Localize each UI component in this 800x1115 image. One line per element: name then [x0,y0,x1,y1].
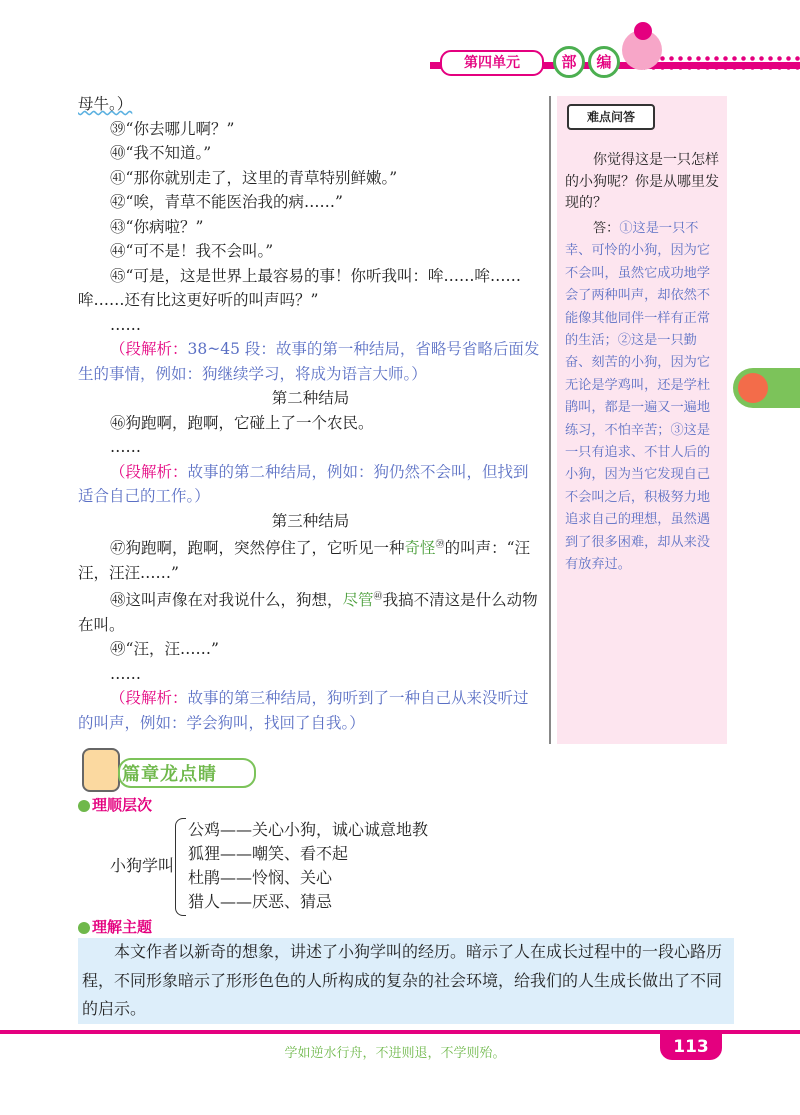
analysis-2: （段解析：故事的第二种结局，例如：狗仍然不会叫，但找到适合自己的工作。） [78,462,529,505]
analysis-1: （段解析：38~45 段：故事的第一种结局，省略号省略后面发生的事情，例如：狗继续学习，将成为语言大师。） [78,340,540,383]
main-text [78,92,543,735]
theme-summary: 本文作者以新奇的想象，讲述了小狗学叫的经历。暗示了人在成长过程中的一段心路历程，不同形象暗示了形形色色的人所构成的复杂的社会环境，给我们的人生成长做出了不同的启示。 [78,938,734,1024]
face-icon [738,373,768,403]
para-41: ㊶“那你就别走了，这里的青草特别鲜嫩。” [110,168,398,187]
line-0: 母牛。） [78,95,133,113]
para-39: ㊴“你去哪儿啊？” [110,119,235,138]
section-theme: 理解主题 [78,916,152,937]
ending-2-title: 第二种结局 [271,389,350,407]
side-answer: 答：①这是一只不幸、可怜的小狗，因为它不会叫，虽然它成功地学会了两种叫声，却依然不能像其他同伴一样有正常的生活；②这是一只勤奋、刻苦的小狗，因为它无论是学鸡叫，还是学杜鹃叫，都是一遍又一遍地练习，不怕辛苦；③这是一只有追求、不甘人后的小狗，因为当它发现自己不会叫之后，积极努力地追求自己的理想，虽然遇到了很多困难，却从来没有放弃过。 [565,221,711,573]
analysis-3: （段解析：故事的第三种结局，狗听到了一种自己从来没听过的叫声，例如：学会狗叫，找回了自我。） [78,689,529,732]
mascot-hair-icon [634,22,652,40]
brace-icon [175,818,186,916]
para-42: ㊷“唉，青草不能医治我的病……” [110,193,343,211]
header-pattern [640,54,800,72]
side-question: 你觉得这是一只怎样的小狗呢？你是从哪里发现的？ [565,152,719,211]
column-divider [549,96,551,744]
tree-root: 小狗学叫 [110,856,175,875]
para-40: ㊵“我不知道。” [110,144,212,162]
ellipsis-1: …… [110,315,141,334]
unit-label: 第四单元 [440,50,544,76]
para-48: ㊽这叫声像在对我说什么，狗想，尽管$^㊵$我搞不清这是什么动物在叫。 [78,591,538,634]
para-49: ㊾“汪，汪……” [110,640,219,659]
badge-bu: 部 [553,46,585,78]
para-45: ㊺“可是，这是世界上最容易的事！你听我叫：哞……哞……哞……还有比这更好听的叫声吗？” [78,266,521,309]
section-structure: 理顺层次 [78,794,152,815]
side-panel-title: 难点问答 [567,104,655,130]
footer-motto: 学如逆水行舟，不进则退，不学则殆。 [284,1046,506,1061]
para-46: ㊻狗跑啊，跑啊，它碰上了一个农民。 [110,413,374,432]
robot-icon [82,748,120,792]
bullet-icon [78,922,90,934]
ellipsis-3: …… [110,664,141,683]
page-number: 113 [660,1034,722,1060]
badge-bian: 编 [588,46,620,78]
tree-branch-2: 杜鹃——怜悯、关心 [188,868,333,887]
ellipsis-2: …… [110,438,141,456]
para-47: ㊼狗跑啊，跑啊，突然停住了，它听见一种奇怪$^㊴$的叫声：“汪汪，汪汪……” [78,539,530,582]
bullet-icon [78,800,90,812]
chapter-title: 篇章龙点睛 [122,764,217,785]
tree-branch-1: 狐狸——嘲笑、看不起 [188,844,349,863]
tree-branch-0: 公鸡——关心小狗，诚心诚意地教 [188,820,429,839]
para-44: ㊹“可不是！我不会叫。” [110,242,274,260]
para-43: ㊸“你病啦？” [110,217,204,236]
ending-3-title: 第三种结局 [271,511,350,530]
tree-branch-3: 猎人——厌恶、猜忌 [188,892,333,911]
